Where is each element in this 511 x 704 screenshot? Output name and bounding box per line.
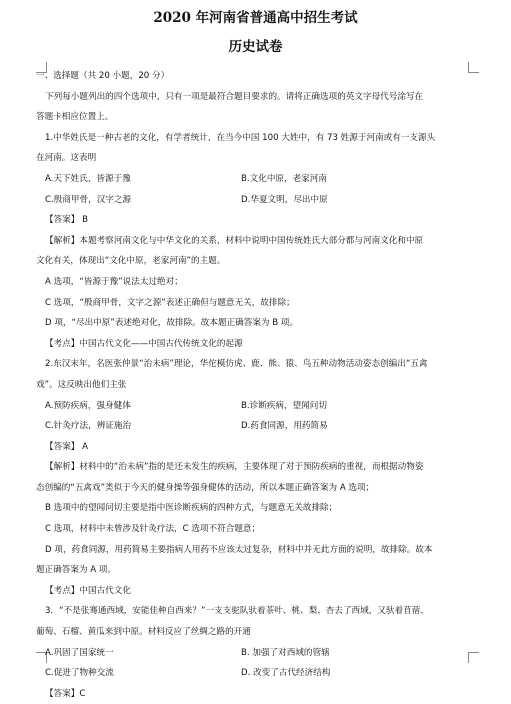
option-b: B. 加强了对西域的管辖 [241, 647, 330, 658]
answer: 【答案】 A [45, 441, 88, 452]
option-d: D.药食同源，用药简易 [241, 421, 328, 432]
instructions-line: 答题卡相应位置上。 [36, 112, 114, 123]
instructions-line: 下列每小题列出的四个选项中，只有一项是最符合题目要求的。请将正确选项的英文字母代号涂写在 [45, 91, 424, 102]
kaodian: 【考点】中国古代文化 [45, 585, 131, 596]
analysis-line: 文化有关，体现出“文化中原，老家河南”的主题。 [36, 256, 226, 267]
option-d: D.华夏文明，尽出中原 [241, 194, 328, 205]
option-row [36, 169, 478, 190]
analysis-line: 【解析】材料中的“治未病”指的是还未发生的疾病，主要体现了对于预防疾病的重视，而根据动物姿 [45, 462, 424, 473]
analysis-line: B 选项中的望闻问切主要是指中医诊断疾病的四种方式，与题意无关故排除； [45, 503, 338, 514]
analysis-line: C 选项，材料中未曾涉及针灸疗法，C 选项不符合题意； [45, 524, 261, 535]
kaodian: 【考点】中国古代文化——中国古代传统文化的起源 [45, 338, 243, 349]
question-stem: 2.东汉末年，名医张仲景“治未病”理论，华佗模仿虎、鹿、熊、猿、鸟五种动物活动姿态创编出“五禽 [45, 359, 428, 370]
option-d: D. 改变了古代经济结构 [241, 668, 331, 679]
option-b: B.文化中原，老家河南 [241, 173, 327, 184]
option-a: A.预防疾病，强身健体 [45, 400, 131, 411]
option-row [36, 190, 478, 211]
question-stem: 在河南。这表明 [36, 153, 97, 164]
option-c: C.促进了物种交流 [45, 668, 114, 679]
option-row [36, 643, 478, 664]
exam-subtitle: 历史试卷 [228, 39, 283, 55]
analysis-line: 态创编的“五禽戏”类似于今天的健身操等强身健体的活动，所以本题正确答案为 A 选项； [36, 482, 375, 493]
option-a: A.巩固了国家统一 [45, 647, 114, 658]
analysis-line: A 选项，“皆源于豫”说法太过绝对； [45, 276, 183, 287]
question-stem: 1.中华姓氏是一种古老的文化，有学者统计，在当今中国 100 大姓中，有 73 姓源于河南或有一支源头 [45, 132, 436, 143]
question-stem: 葡萄、石榴、黄瓜来到中原。材料反应了丝绸之路的开通 [36, 627, 251, 638]
option-c: C.针灸疗法，辨证施治 [45, 421, 132, 432]
question-stem: 戏”。这反映出他们主张 [36, 379, 127, 390]
analysis-line: C 选项，“殷商甲骨，文字之源”表述正确但与题意无关，故排除； [45, 297, 295, 308]
option-a: A.天下姓氏，皆源于豫 [45, 173, 131, 184]
option-row [36, 396, 478, 417]
option-row [36, 416, 478, 437]
analysis-line: 题正确答案为 A 项。 [36, 565, 117, 576]
analysis-line: 【解析】本题考察河南文化与中华文化的关系，材料中说明中国传统姓氏大部分都与河南文化和中原 [45, 235, 424, 246]
exam-title: 2020 年河南省普通高中招生考试 [153, 10, 358, 26]
answer: 【答案】C [45, 688, 86, 699]
answer: 【答案】 B [45, 215, 89, 226]
question-stem: 3．“不是张骞通西域，安能佳种自西来？”一支支驼队驮着茶叶、桃、梨、杏去了西域，又驮着苜蓿、 [45, 606, 429, 617]
analysis-line: D 项，“尽出中原”表述绝对化，故排除。故本题正确答案为 B 项。 [45, 318, 299, 329]
option-b: B.诊断疾病，望闻问切 [241, 400, 327, 411]
option-c: C.殷商甲骨，汉字之源 [45, 194, 132, 205]
exam-content [36, 66, 478, 704]
section-heading: 一、选择题（共 20 小题，20 分） [36, 71, 170, 81]
analysis-line: D 项，药食同源，用药简易主要指病人用药不应该太过复杂，材料中并无此方面的说明，故排除。故本 [45, 544, 433, 555]
